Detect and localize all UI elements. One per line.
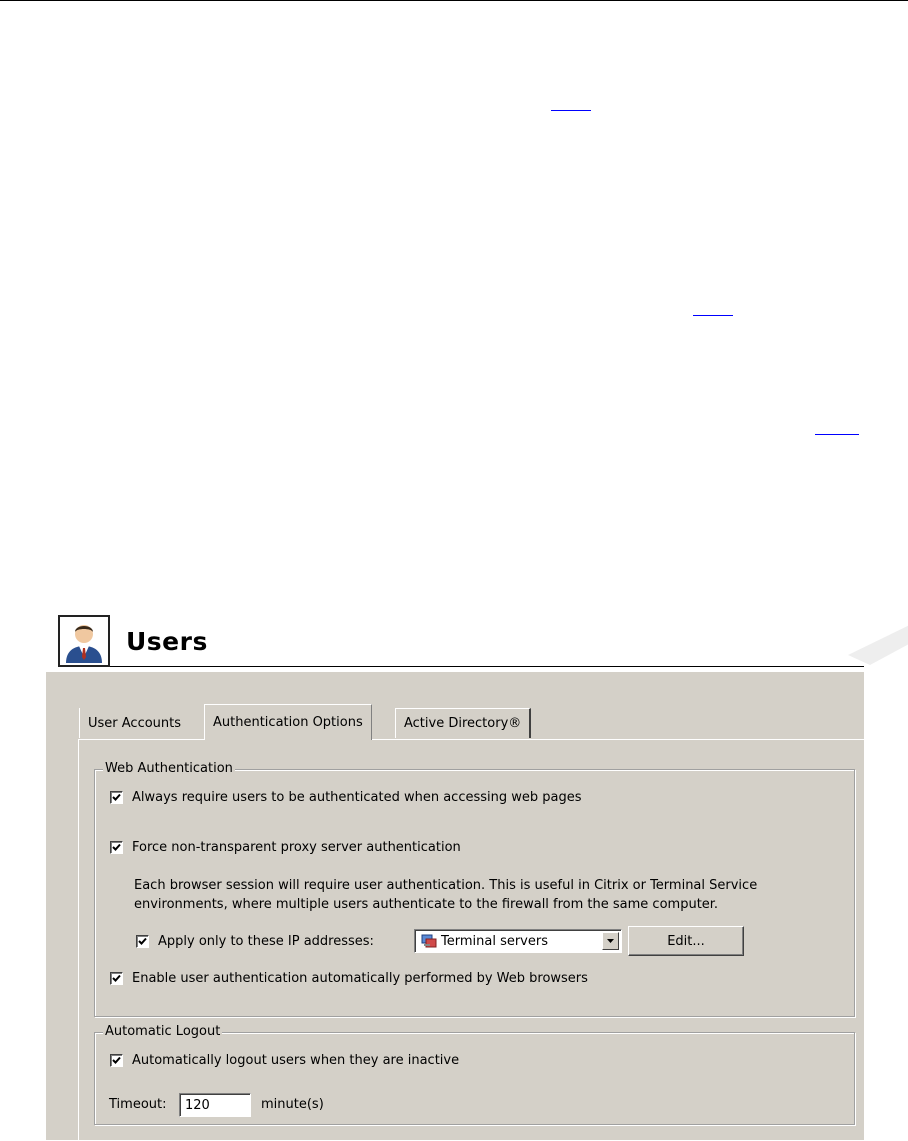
tab-label: Authentication Options	[213, 715, 363, 730]
apply-ip-checkbox[interactable]	[136, 935, 149, 948]
checkbox-label: Always require users to be authenticated when accessing web pages	[132, 790, 582, 805]
group-legend: Automatic Logout	[105, 1024, 221, 1039]
checkbox-label: Force non-transparent proxy server authentication	[132, 840, 461, 855]
tab-authentication-options[interactable]	[204, 704, 372, 740]
select-value: Terminal servers	[441, 933, 548, 949]
document-link-underline[interactable]	[551, 110, 591, 111]
timeout-label: Timeout:	[109, 1097, 167, 1112]
force-proxy-auth-row[interactable]	[110, 840, 461, 855]
user-icon	[58, 615, 110, 667]
tab-active-directory[interactable]	[395, 708, 531, 738]
checkbox-label: Apply only to these IP addresses:	[158, 934, 374, 949]
always-require-auth-row[interactable]	[110, 790, 582, 805]
tab-user-accounts[interactable]	[79, 708, 189, 738]
timeout-input[interactable]: 120	[179, 1093, 251, 1117]
timeout-unit: minute(s)	[261, 1097, 324, 1112]
document-link-underline[interactable]	[815, 434, 859, 435]
auto-logout-row[interactable]	[110, 1053, 459, 1068]
auto-logout-checkbox[interactable]	[110, 1054, 123, 1067]
always-require-auth-checkbox[interactable]	[110, 791, 123, 804]
page-top-rule	[0, 0, 908, 1]
apply-ip-row[interactable]	[136, 934, 374, 949]
checkbox-label: Enable user authentication automatically performed by Web browsers	[132, 971, 588, 986]
tab-label: Active Directory®	[404, 716, 522, 731]
edit-button[interactable]: Edit...	[628, 926, 744, 956]
force-proxy-auth-checkbox[interactable]	[110, 841, 123, 854]
checkbox-label: Automatically logout users when they are inactive	[132, 1053, 460, 1068]
page-title: Users	[126, 627, 208, 656]
description-line: Each browser session will require user authentication. This is useful in Citrix or Terminal Service	[134, 878, 758, 893]
ip-address-group-select[interactable]	[414, 929, 622, 953]
description-line: environments, where multiple users authenticate to the firewall from the same computer.	[134, 897, 719, 912]
settings-panel	[46, 672, 864, 1140]
decorative-swoosh	[848, 615, 908, 665]
browser-auto-auth-checkbox[interactable]	[110, 972, 123, 985]
server-group-icon	[421, 933, 437, 949]
proxy-auth-description	[134, 876, 757, 914]
header-divider	[110, 666, 864, 667]
document-link-underline[interactable]	[693, 315, 733, 316]
group-legend: Web Authentication	[105, 761, 233, 776]
page-header	[58, 615, 864, 668]
chevron-down-icon[interactable]	[602, 932, 619, 950]
browser-auto-auth-row[interactable]	[110, 971, 588, 986]
tab-label: User Accounts	[88, 715, 182, 731]
